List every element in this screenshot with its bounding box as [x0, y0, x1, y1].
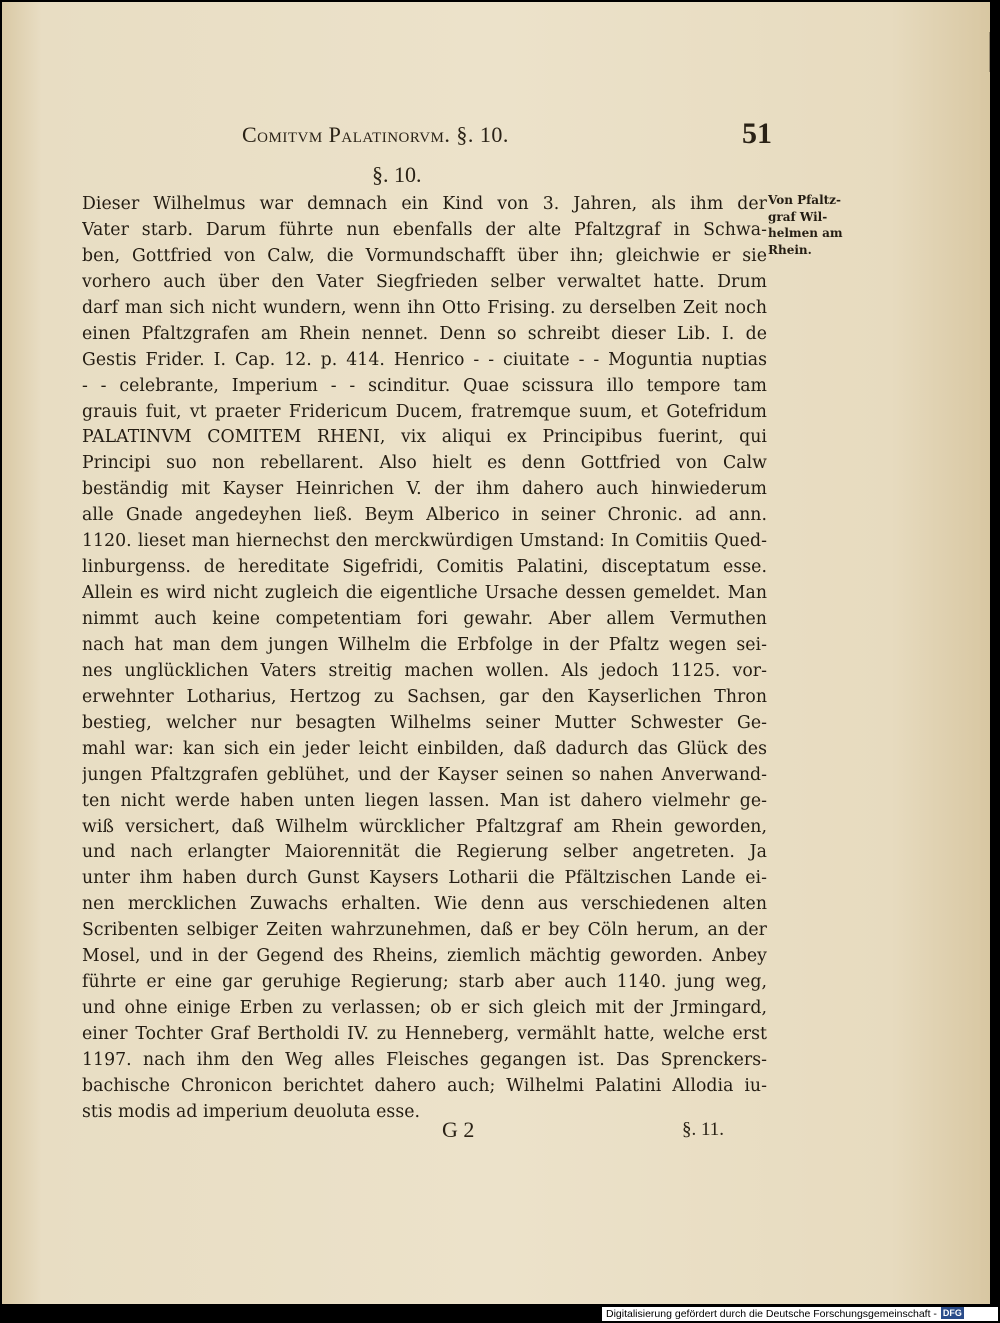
text-line: ben, Gottfried von Calw, die Vormundschafft über ihn; gleichwie er sie [82, 245, 767, 266]
page-edge-line [989, 32, 990, 72]
text-line: bachische Chronicon berichtet dahero auch; Wilhelmi Palatini Allodia iu- [82, 1075, 767, 1096]
text-line: einen Pfaltzgrafen am Rhein nennet. Denn so schreibt dieser Lib. I. de [82, 323, 767, 344]
catchword: §. 11. [682, 1119, 725, 1140]
text-line: nes unglücklichen Vaters streitig machen wollen. Als jedoch 1125. vor- [82, 660, 767, 681]
text-line: Dieser Wilhelmus war demnach ein Kind von 3. Jahren, als ihm der [82, 194, 767, 214]
text-line: einer Tochter Graf Bertholdi IV. zu Henneberg, vermählt hatte, welche erst [82, 1024, 767, 1044]
text-line: und nach erlangter Maiorennität die Regierung selber angetreten. Ja [82, 842, 767, 863]
margin-note-line: Rhein. [768, 242, 812, 257]
text-line: mahl war: kan sich ein jeder leicht einbilden, daß dadurch das Glück des [82, 738, 767, 759]
text-line: PALATINVM COMITEM RHENI, vix aliqui ex Principibus fuerint, qui [82, 427, 767, 448]
text-line: Principi suo non rebellarent. Also hielt es denn Gottfried von Calw [82, 453, 767, 474]
text-line: linburgenss. de hereditate Sigefridi, Comitis Palatini, disceptatum esse. [82, 557, 767, 578]
text-line: Mosel, und in der Gegend des Rheins, ziemlich mächtig geworden. Anbey [82, 946, 767, 967]
text-line: erwehnter Lotharius, Hertzog zu Sachsen, gar den Kayserlichen Thron [82, 686, 767, 707]
text-line: nach hat man dem jungen Wilhelm die Erbfolge in der Pfaltz wegen sei- [82, 634, 767, 655]
page-number: 51 [742, 117, 772, 150]
scanned-page [2, 2, 990, 1304]
text-line: Allein es wird nicht zugleich die eigentliche Ursache dessen gemeldet. Man [82, 583, 767, 604]
body-text [82, 192, 767, 1126]
page-footer [82, 1117, 767, 1147]
margin-note-line: helmen am [768, 226, 843, 240]
text-line: Scribenten selbiger Zeiten wahrzunehmen, daß er bey Cöln herum, an der [82, 920, 767, 941]
text-line: 1197. nach ihm den Weg alles Fleisches gegangen ist. Das Sprenckers- [82, 1049, 767, 1070]
margin-note [768, 192, 858, 258]
text-line: ten nicht werde haben unten liegen lassen. Man ist dahero vielmehr ge- [82, 790, 767, 811]
text-line: bestieg, welcher nur besagten Wilhelms seiner Mutter Schwester Ge- [82, 712, 767, 733]
running-title: Comitvm Palatinorvm. §. 10. [242, 122, 509, 147]
text-line: Gestis Frider. I. Cap. 12. p. 414. Henrico - - ciuitate - - Moguntia nuptias [82, 349, 767, 370]
text-line: alle Gnade angedeyhen ließ. Beym Alberico in seiner Chronic. ad ann. [82, 505, 767, 526]
text-line: 1120. lieset man hiernechst den merckwürdigen Umstand: In Comitiis Qued- [82, 531, 767, 552]
text-line: führte er eine gar geruhige Regierung; starb aber auch 1140. jung weg, [82, 972, 767, 993]
text-line: unter ihm haben durch Gunst Kaysers Lotharii die Pfältzischen Lande ei- [82, 868, 767, 889]
section-heading: §. 10. [372, 162, 422, 187]
text-line: Vater starb. Darum führte nun ebenfalls der alte Pfaltzgraf in Schwa- [82, 219, 767, 240]
text-line: vorhero auch über den Vater Siegfrieden selber verwaltet hatte. Drum [82, 271, 767, 292]
page-header [242, 119, 802, 159]
text-line: nimmt auch keine competentiam fori gewahr. Aber allem Vermuthen [82, 609, 767, 629]
text-line: darf man sich nicht wundern, wenn ihn Otto Frising. zu derselben Zeit noch [82, 297, 767, 318]
margin-note-line: graf Wil- [768, 209, 828, 224]
margin-note-line: Von Pfaltz- [768, 193, 841, 207]
text-line: - - celebrante, Imperium - - scinditur. Quae scissura illo tempore tam [82, 375, 767, 396]
signature-mark: G 2 [442, 1117, 475, 1142]
digitization-credit [602, 1307, 998, 1321]
text-line: nen mercklichen Zuwachs erhalten. Wie denn aus verschiedenen alten [82, 894, 767, 915]
text-line: beständig mit Kayser Heinrichen V. der ihm dahero auch hinwiederum [82, 479, 767, 500]
text-line: grauis fuit, vt praeter Fridericum Ducem, fratremque suum, et Gotefridum [82, 401, 767, 422]
dfg-logo: DFG [942, 1308, 962, 1318]
text-line: stis modis ad imperium deuoluta esse. [82, 1101, 421, 1122]
text-line: jungen Pfaltzgrafen geblühet, und der Kayser seinen so nahen Anverwand- [82, 764, 767, 785]
text-line: wiß versichert, daß Wilhelm würcklicher Pfaltzgraf am Rhein geworden, [82, 816, 767, 837]
credit-text: Digitalisierung gefördert durch die Deutsche Forschungsgemeinschaft - [606, 1308, 937, 1320]
text-line: und ohne einige Erben zu verlassen; ob er sich gleich mit der Jrmingard, [82, 998, 767, 1019]
